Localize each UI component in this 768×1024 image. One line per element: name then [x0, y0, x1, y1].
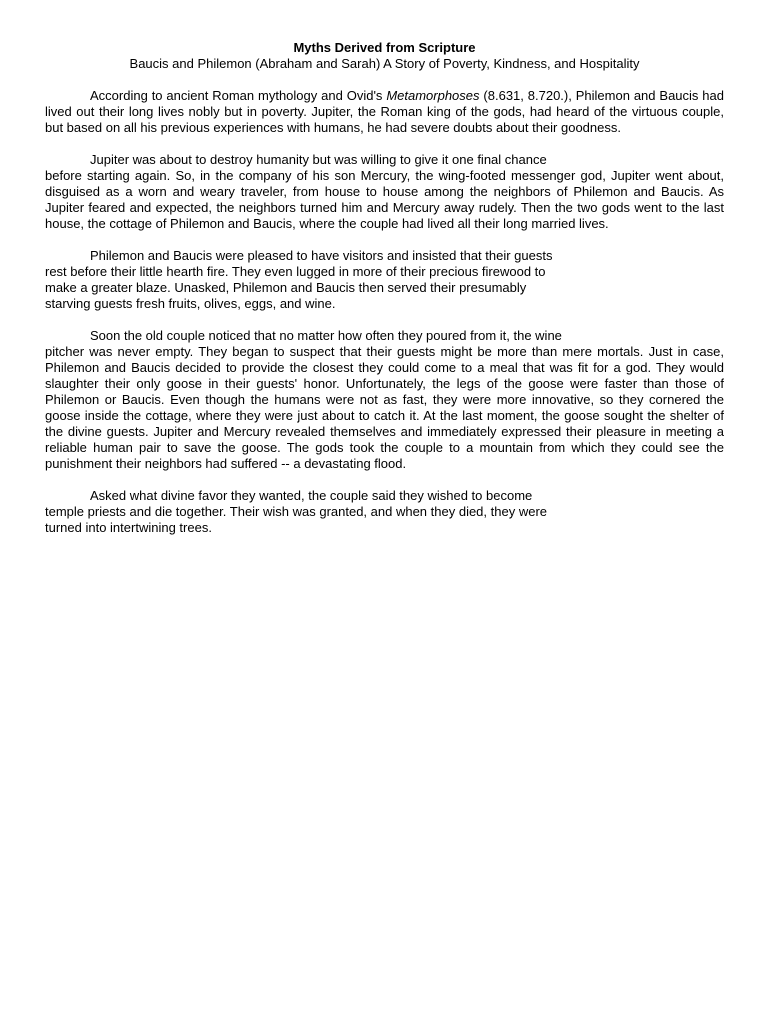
paragraph-5-line-3: turned into intertwining trees.: [45, 520, 212, 535]
paragraph-3-line-4: starving guests fresh fruits, olives, eggs, and wine.: [45, 296, 336, 311]
document-page: [45, 40, 724, 536]
paragraph-1-italic-title: Metamorphoses: [386, 88, 480, 103]
paragraph-2-line-1: Jupiter was about to destroy humanity but was willing to give it one final chance: [90, 152, 547, 167]
paragraph-1: [45, 88, 724, 136]
paragraph-2: [45, 152, 724, 232]
paragraph-5-line-2: temple priests and die together. Their wish was granted, and when they died, they were: [45, 504, 547, 519]
paragraph-4-body: pitcher was never empty. They began to suspect that their guests might be more than mere mortals. Just in case, Philemon and Baucis decided to provide the closest they could come to a meal that was fit for a god. They would slaughter their only goose in their guests' honor. Unfortunately, the legs of the goose were faster than those of Philemon or Baucis. Even though the humans were not as fast, they were more innovative, so they cornered the goose inside the cottage, where they were just about to catch it. At the last moment, the goose sought the shelter of the divine guests. Jupiter and Mercury revealed themselves and immediately expressed their pleasure in meeting a reliable human pair to save the goose. The gods took the couple to a mountain from which they could see the punishment their neighbors had suffered -- a devastating flood.: [45, 344, 724, 471]
spacer: [45, 136, 724, 152]
document-title: Myths Derived from Scripture: [293, 40, 476, 55]
spacer: [45, 232, 724, 248]
paragraph-5: [45, 488, 724, 536]
spacer: [45, 72, 724, 88]
spacer: [45, 472, 724, 488]
spacer: [45, 312, 724, 328]
document-subtitle: Baucis and Philemon (Abraham and Sarah) A Story of Poverty, Kindness, and Hospitality: [129, 56, 640, 71]
paragraph-3-line-1: Philemon and Baucis were pleased to have visitors and insisted that their guests: [90, 248, 553, 263]
paragraph-4-line-1: Soon the old couple noticed that no matter how often they poured from it, the wine: [90, 328, 562, 343]
paragraph-2-body: before starting again. So, in the company of his son Mercury, the wing-footed messenger god, Jupiter went about, disguised as a worn and weary traveler, from house to house among the neighbors of Philemon and Baucis. As Jupiter feared and expected, the neighbors turned him and Mercury away rudely. Then the two gods went to the last house, the cottage of Philemon and Baucis, where the couple had lived all their long married lives.: [45, 168, 724, 231]
paragraph-3-line-2: rest before their little hearth fire. They even lugged in more of their precious firewood to: [45, 264, 546, 279]
paragraph-1-text-a: According to ancient Roman mythology and Ovid's: [90, 88, 387, 103]
paragraph-5-line-1: Asked what divine favor they wanted, the couple said they wished to become: [90, 488, 533, 503]
paragraph-4: [45, 328, 724, 472]
paragraph-3-line-3: make a greater blaze. Unasked, Philemon and Baucis then served their presumably: [45, 280, 527, 295]
paragraph-1-text-b: (8.631, 8.720.), Philemon and Baucis had lived out their long lives nobly but in poverty. Jupiter, the Roman king of the gods, had heard of the virtuous couple, but based on all his previous experiences with humans, he had severe doubts about their goodness.: [45, 88, 724, 135]
paragraph-3: [45, 248, 724, 312]
